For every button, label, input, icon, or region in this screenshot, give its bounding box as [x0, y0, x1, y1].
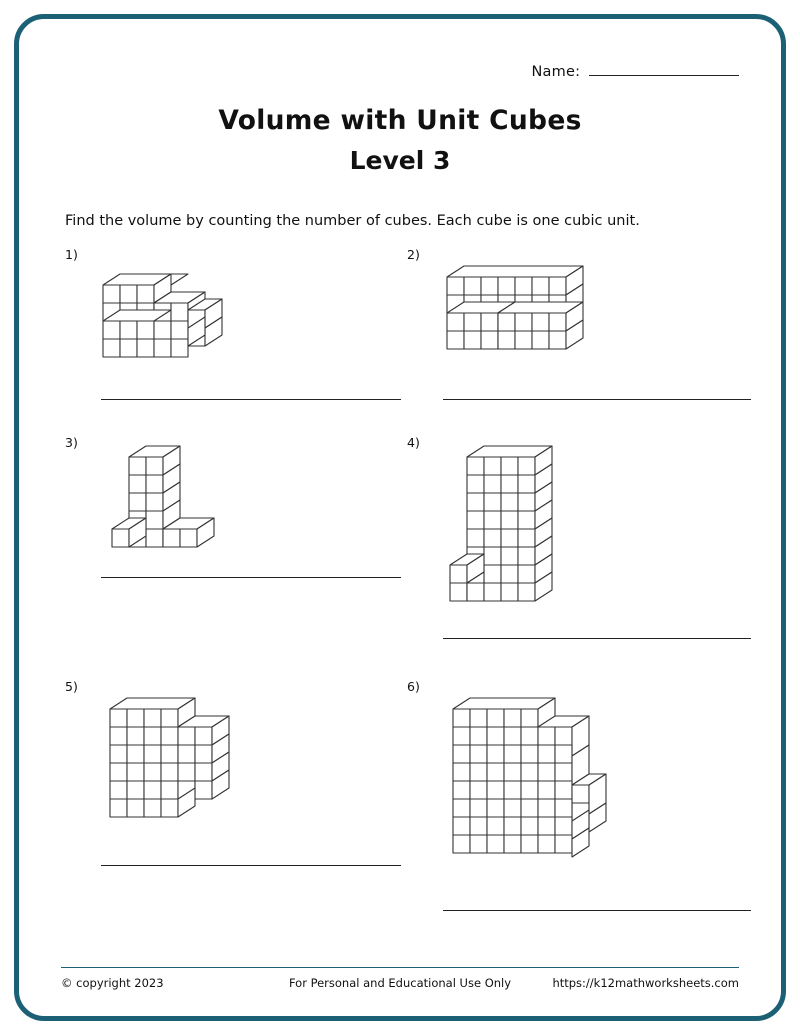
problem-5-number: 5): [65, 679, 78, 694]
problem-2-answer-line[interactable]: [443, 399, 751, 400]
problem-6-answer-line[interactable]: [443, 910, 751, 911]
problem-1-answer-line[interactable]: [101, 399, 401, 400]
footer: [61, 976, 739, 994]
footer-url[interactable]: https://k12mathworksheets.com: [552, 976, 739, 990]
problem-6-number: 6): [407, 679, 420, 694]
problem-1-number: 1): [65, 247, 78, 262]
problem-3-number: 3): [65, 435, 78, 450]
problem-4: [407, 435, 752, 655]
problem-6-figure: [435, 687, 645, 897]
problem-2-figure: [435, 255, 635, 395]
problem-4-number: 4): [407, 435, 420, 450]
problem-4-figure: [445, 439, 615, 629]
problem-1-figure: [93, 255, 273, 395]
footer-copyright: © copyright 2023: [61, 976, 164, 990]
footer-usage-note: For Personal and Educational Use Only: [288, 976, 512, 990]
name-label: Name:: [531, 64, 581, 80]
problem-2: [407, 247, 752, 407]
name-write-line[interactable]: [589, 63, 739, 76]
problem-5-answer-line[interactable]: [101, 865, 401, 866]
name-field[interactable]: [532, 63, 739, 80]
footer-divider: [61, 967, 739, 968]
page-title: Volume with Unit Cubes: [218, 105, 582, 136]
problem-3: [65, 435, 405, 595]
problem-4-answer-line[interactable]: [443, 638, 751, 639]
problem-2-number: 2): [407, 247, 420, 262]
page-subtitle: Level 3: [349, 146, 451, 175]
problem-5: [65, 679, 405, 879]
problem-3-answer-line[interactable]: [101, 577, 401, 578]
problem-6: [407, 679, 752, 929]
worksheet-border: [14, 14, 786, 1021]
problem-3-figure: [107, 439, 267, 569]
instructions-text: Find the volume by counting the number of cubes. Each cube is one cubic unit.: [65, 213, 640, 229]
problem-5-figure: [85, 687, 265, 857]
problem-1: [65, 247, 405, 407]
